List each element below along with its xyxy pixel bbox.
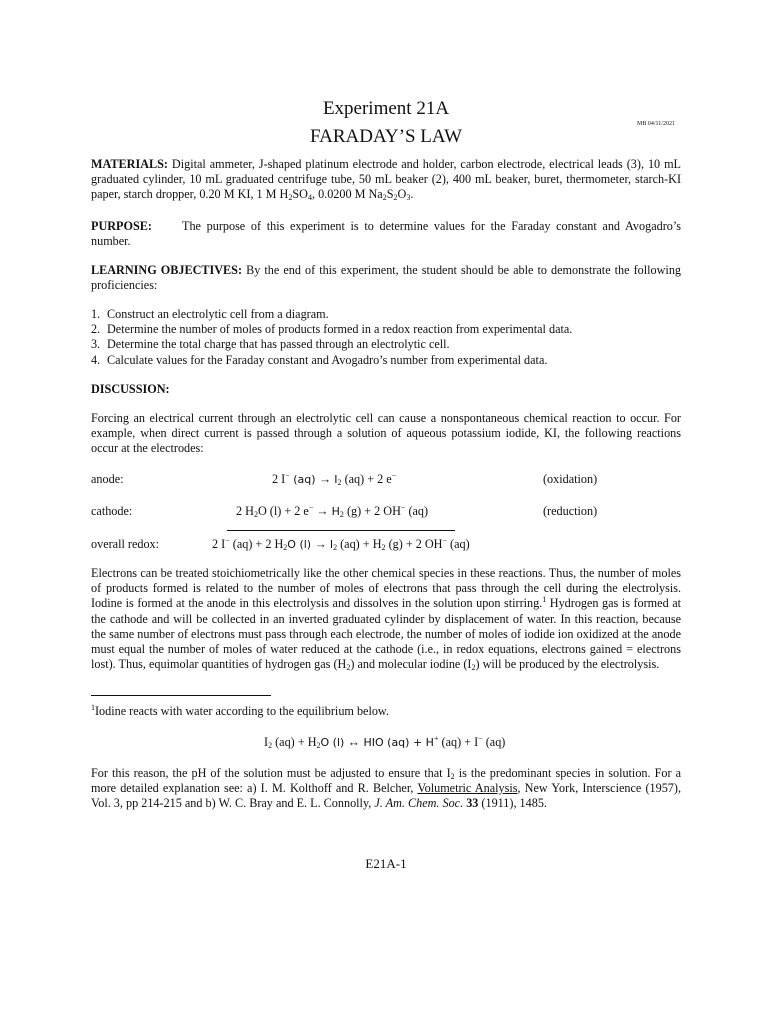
footnote-paragraph: For this reason, the pH of the solution must be adjusted to ensure that $I_2$ is the predominant species in solution. For a more detailed explanation see: a) I. M. Kolthoff and R. Belcher, Volumetric Analysis, New York, Interscience (1957), Vol. 3, pp 214-215 and b) W. C. Bray and E. L. Connolly, J. Am. Chem. Soc. 33 (1911), 1485.	[91, 766, 681, 811]
list-item: 4. Calculate values for the Faraday constant and Avogadro’s number from experimental data.	[91, 352, 548, 367]
footnote-equation: $I_2$ $(aq) + H_2O$ (l) ↔ HIO (aq) + H+ (aq) + I− (aq)	[264, 734, 506, 750]
materials-label: MATERIALS:	[91, 157, 168, 171]
objectives-list	[91, 307, 681, 368]
cathode-label: cathode:	[91, 504, 133, 518]
discussion-paragraph: Electrons can be treated stoichiometrically like the other chemical species in these reactions. Thus, the number of moles of products formed is related to the number of moles of electrons that pass through the cell during the electrolysis. Iodine is formed at the anode in this electrolysis and dissolves in the solution upon stirring.$^1$ Hydrogen gas is formed at the cathode and will be collected in an inverted graduated cylinder by displacement of water. In this reaction, because the same number of electrons must pass through each electrode, the number of moles of iodide ion oxidized at the anode must equal the number of moles of water reduced at the cathode (i.e., in redox equations, electrons gained = electrons lost). Thus, equimolar quantities of hydrogen gas $(H_2)$ and molecular iodine $(I_2)$ will be produced by the electrolysis.	[91, 566, 681, 673]
materials-paragraph: MATERIALS: Digital ammeter, J-shaped platinum electrode and holder, carbon electrode, electrical leads (3), 10 mL graduated cylinder, 10 mL graduated centrifuge tube, 50 mL beaker (2), 400 mL beaker, buret, thermometer, starch-KI paper, starch dropper, 0.20 M KI, 1 M $H_2SO_4$, 0.0200 M $Na_2S_2O_3$.	[91, 157, 681, 203]
anode-type: (oxidation)	[543, 472, 598, 486]
discussion-intro: Forcing an electrical current through an electrolytic cell can cause a nonspontaneous chemical reaction to occur. For example, when direct current is passed through a solution of aqueous potassium iodide, KI, the following reactions occur at the electrodes:	[91, 411, 681, 456]
experiment-title: Experiment 21A	[322, 98, 450, 119]
objectives-label: LEARNING OBJECTIVES:	[91, 263, 243, 277]
overall-label: overall redox:	[91, 537, 160, 551]
footnote-text: $^1$Iodine reacts with water according to the equilibrium below.	[91, 703, 389, 718]
cathode-equation: 2 $H_2O$ (l) + 2 $e^- \to H_2$ (g) + 2 OH− (aq)	[236, 503, 429, 519]
document-id: MB 04/11/2021	[637, 121, 675, 127]
list-item: 3. Determine the total charge that has passed through an electrolytic cell.	[91, 337, 450, 352]
list-item: 1. Construct an electrolytic cell from a diagram.	[91, 307, 329, 321]
experiment-subtitle: FARADAY’S LAW	[309, 126, 463, 147]
book-title: Volumetric Analysis	[417, 781, 518, 796]
anode-equation: 2 I− $(aq) \to I_2$ (aq) + 2 e−	[272, 471, 397, 487]
overall-equation: 2 I− (aq) + 2 $H_2O$ $(l) \to I_2$ $(aq) + H_2$ (g) + 2 OH− (aq)	[212, 536, 470, 552]
purpose-paragraph: PURPOSE: The purpose of this experiment is to determine values for the Faraday constant and Avogadro’s number.	[91, 219, 681, 249]
anode-label: anode:	[91, 472, 124, 486]
footnote-divider	[91, 695, 271, 696]
page-number: E21A-1	[365, 856, 407, 871]
journal-name: J. Am. Chem. Soc.	[374, 796, 464, 811]
reaction-sum-line	[227, 530, 455, 531]
purpose-label: PURPOSE:	[91, 219, 152, 233]
objectives-paragraph: LEARNING OBJECTIVES: By the end of this experiment, the student should be able to demonstrate the following proficiencies:	[91, 263, 682, 293]
footnote-marker: 1	[542, 595, 547, 605]
document-page	[91, 0, 681, 1024]
list-item: 2. Determine the number of moles of products formed in a redox reaction from experimental data.	[91, 322, 573, 337]
discussion-heading: DISCUSSION:	[91, 382, 170, 396]
cathode-type: (reduction)	[543, 504, 598, 518]
